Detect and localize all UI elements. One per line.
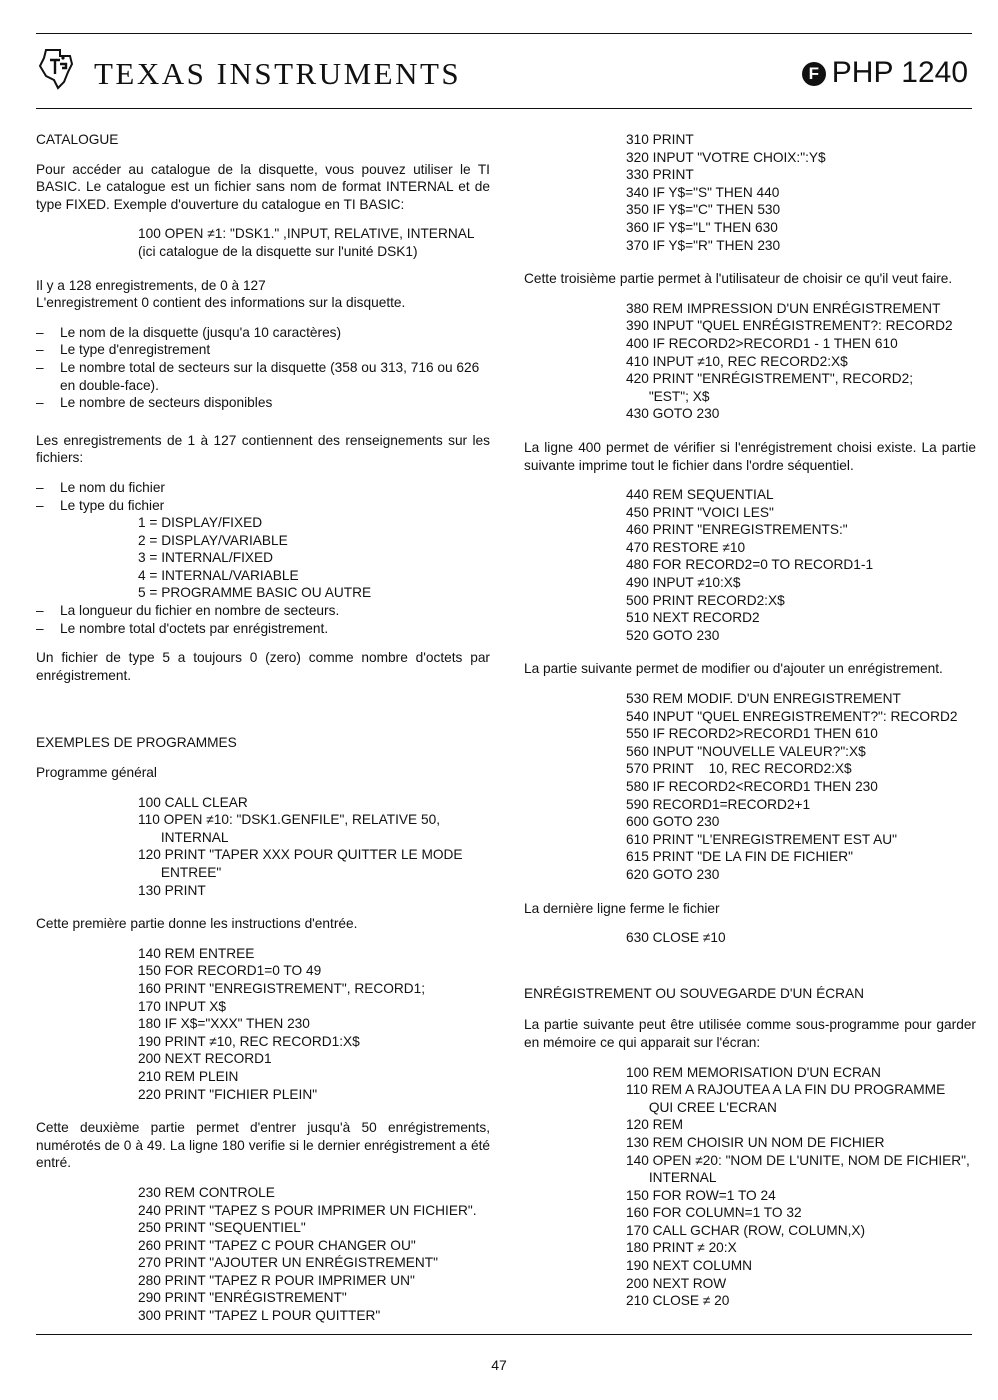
code-line: 460 PRINT "ENREGISTREMENTS:" [626,522,848,538]
code-line: 280 PRINT "TAPEZ R POUR IMPRIMER UN" [138,1272,415,1288]
code-line: 250 PRINT "SEQUENTIEL" [138,1220,306,1236]
file-info-list [36,479,490,637]
code-line: 100 OPEN ≠1: "DSK1." ,INPUT, RELATIVE, INTERNAL [138,226,475,242]
code-line: 320 INPUT "VOTRE CHOIX:":Y$ [626,149,826,165]
code-line: 290 PRINT "ENRÉGISTREMENT" [138,1290,347,1306]
code-line: 520 GOTO 230 [626,627,720,643]
file-type: 3 = INTERNAL/FIXED [138,550,274,566]
code-line: 530 REM MODIF. D'UN ENREGISTREMENT [626,691,901,707]
code-block-3 [36,1184,490,1325]
code-line: 180 PRINT ≠ 20:X [626,1240,737,1256]
code-line: 230 REM CONTROLE [138,1184,275,1200]
list-item: – Le type d'enregistrement [36,341,490,359]
code-line: 480 FOR RECORD2=0 TO RECORD1-1 [626,557,874,573]
code-line: 610 PRINT "L'ENREGISTREMENT EST AU" [626,831,897,847]
code-line: 620 GOTO 230 [626,866,720,882]
code-line: 360 IF Y$="L" THEN 630 [626,219,778,235]
code-line: ENTREE" [138,865,222,880]
code-line: 120 REM [626,1117,684,1133]
code-line: 200 NEXT ROW [626,1275,727,1291]
code-line: 160 FOR COLUMN=1 TO 32 [626,1205,802,1221]
code-line: 190 PRINT ≠10, REC RECORD1:X$ [138,1033,360,1049]
record0-list [36,324,490,412]
page-header [36,46,972,98]
right-column [524,131,976,1322]
code-line: 220 PRINT "FICHIER PLEIN" [138,1086,318,1102]
code-line: 370 IF Y$="R" THEN 230 [626,237,781,253]
code-line: 300 PRINT "TAPEZ L POUR QUITTER" [138,1308,381,1324]
code-block-1 [36,794,490,900]
code-line: 160 PRINT "ENREGISTREMENT", RECORD1; [138,980,426,996]
brand-name: TEXAS INSTRUMENTS [94,56,462,91]
file-type: 1 = DISPLAY/FIXED [138,515,263,531]
code-line: INTERNAL [626,1170,717,1186]
section-title-catalogue: CATALOGUE [36,132,119,147]
code-line: 440 REM SEQUENTIAL [626,487,774,503]
page-number: 47 [491,1357,507,1373]
code-line: 430 GOTO 230 [626,406,720,422]
code-line: 510 NEXT RECORD2 [626,610,760,626]
code-line: 170 INPUT X$ [138,998,226,1014]
code-line: 590 RECORD1=RECORD2+1 [626,796,811,812]
code-line: 110 REM A RAJOUTEA A LA FIN DU PROGRAMME [626,1082,946,1098]
code-line: 580 IF RECORD2<RECORD1 THEN 230 [626,779,878,794]
code-block-2 [36,945,490,1103]
file-type-list [36,514,490,602]
code-line: 470 RESTORE ≠10 [626,539,746,555]
footer-rule [36,1334,972,1335]
code-line: 140 OPEN ≠20: "NOM DE L'UNITE, NOM DE FICHIER", [626,1152,970,1168]
language-badge: F [802,62,826,86]
section-title-save-screen: ENRÉGISTREMENT OU SOUVEGARDE D'UN ÉCRAN [524,985,865,1001]
section-title-examples: EXEMPLES DE PROGRAMMES [36,735,237,751]
code-line: 410 INPUT ≠10, REC RECORD2:X$ [626,353,848,369]
code-block-4 [524,131,976,254]
code-block-9 [524,1064,976,1310]
code-line: 180 IF X$="XXX" THEN 230 [138,1016,310,1032]
code-line: 490 INPUT ≠10:X$ [626,575,741,591]
paragraph: Cette première partie donne les instructions d'entrée. [36,916,358,932]
code-line: 200 NEXT RECORD1 [138,1051,272,1067]
paragraph: Cette deuxième partie permet d'entrer jusqu'à 50 enrégistrements, numérotés de 0 à 49. La ligne 180 verifie si le dernier enrégistrement a été entré. [36,1120,490,1171]
paragraph: La partie suivante permet de modifier ou d'ajouter un enrégistrement. [524,661,943,677]
code-line: 350 IF Y$="C" THEN 530 [626,202,781,218]
code-line: 130 REM CHOISIR UN NOM DE FICHIER [626,1134,885,1150]
code-line: 560 INPUT "NOUVELLE VALEUR?":X$ [626,743,866,759]
code-line: 170 CALL GCHAR (ROW, COLUMN,X) [626,1222,866,1238]
code-line: 120 PRINT "TAPER XXX POUR QUITTER LE MODE [138,847,463,863]
code-line: 450 PRINT "VOICI LES" [626,504,774,520]
code-line: 140 REM ENTREE [138,945,255,961]
code-line: 100 REM MEMORISATION D'UN ECRAN [626,1064,881,1080]
code-block-8 [524,929,976,947]
ti-logo-icon [36,46,80,90]
top-rule [36,33,972,34]
code-line: 330 PRINT [626,167,694,183]
code-line: 270 PRINT "AJOUTER UN ENRÉGISTREMENT" [138,1255,438,1271]
code-line: 615 PRINT "DE LA FIN DE FICHIER" [626,849,853,865]
code-line: 260 PRINT "TAPEZ C POUR CHANGER OU" [138,1237,416,1253]
code-line: 150 FOR ROW=1 TO 24 [626,1187,776,1203]
list-item: – Le nom de la disquette (jusqu'a 10 caractères) [36,324,490,342]
code-line: 150 FOR RECORD1=0 TO 49 [138,963,322,979]
code-line: 540 INPUT "QUEL ENREGISTREMENT?": RECORD2 [626,708,958,724]
code-block-5 [524,300,976,423]
list-item: – Le nombre de secteurs disponibles [36,394,490,412]
code-line: 550 IF RECORD2>RECORD1 THEN 610 [626,726,878,742]
code-line: QUI CREE L'ECRAN [626,1099,777,1115]
type5-note: Un fichier de type 5 a toujours 0 (zero) comme nombre d'octets par enrégistrement. [36,650,490,683]
paragraph: La ligne 400 permet de vérifier si l'enrégistrement choisi existe. La partie suivante imprime tout le fichier dans l'ordre séquentiel. [524,439,976,473]
code-line: 400 IF RECORD2>RECORD1 - 1 THEN 610 [626,335,898,351]
code-line: 570 PRINT 10, REC RECORD2:X$ [626,761,852,777]
code-line: 600 GOTO 230 [626,814,720,830]
code-line: 390 INPUT "QUEL ENRÉGISTREMENT?: RECORD2 [626,318,953,334]
list-item: – Le nombre total de secteurs sur la disquette (358 ou 313, 716 ou 626 en double-face). [36,359,490,394]
paragraph: Cette troisième partie permet à l'utilisateur de choisir ce qu'il veut faire. [524,271,953,287]
file-type: 5 = PROGRAMME BASIC OU AUTRE [138,585,372,601]
code-line: 420 PRINT "ENRÉGISTREMENT", RECORD2; [626,371,914,387]
code-line: 240 PRINT "TAPEZ S POUR IMPRIMER UN FICHIER". [138,1202,477,1218]
code-line: "EST"; X$ [626,388,710,404]
code-line: 500 PRINT RECORD2:X$ [626,592,785,608]
list-item: – Le type du fichier [36,497,490,515]
code-line: 100 CALL CLEAR [138,794,248,810]
model-number [802,56,968,90]
code-line: 130 PRINT [138,882,206,898]
code-line: 210 CLOSE ≠ 20 [626,1293,730,1309]
general-program-title: Programme général [36,765,157,781]
code-line: 310 PRINT [626,132,694,147]
catalogue-code [36,225,490,260]
list-item: – Le nom du fichier [36,479,490,497]
model-label: PHP 1240 [831,56,968,89]
code-line: INTERNAL [138,829,229,845]
code-line: 190 NEXT COLUMN [626,1258,753,1274]
code-block-7 [524,690,976,884]
list-item: – Le nombre total d'octets par enrégistrement. [36,620,490,638]
file-type: 2 = DISPLAY/VARIABLE [138,532,288,548]
code-line: 380 REM IMPRESSION D'UN ENRÉGISTREMENT [626,300,941,316]
records-line: Il y a 128 enregistrements, de 0 à 127 [36,277,266,293]
code-line: 630 CLOSE ≠10 [626,930,726,946]
code-line: 210 REM PLEIN [138,1068,239,1084]
paragraph: La partie suivante peut être utilisée comme sous-programme pour garder en mémoire ce qui apparait sur l'écran: [524,1017,976,1050]
code-block-6 [524,486,976,644]
code-line: (ici catalogue de la disquette sur l'unité DSK1) [138,243,418,259]
header-rule [36,108,972,109]
code-line: 340 IF Y$="S" THEN 440 [626,184,780,200]
left-column [36,131,490,1337]
list-item: – La longueur du fichier en nombre de secteurs. [36,602,490,620]
records-line: L'enregistrement 0 contient des informations sur la disquette. [36,295,406,311]
catalogue-intro: Pour accéder au catalogue de la disquette, vous pouvez utiliser le TI BASIC. Le catalogue est un fichier sans nom de format INTERNAL et de type FIXED. Exemple d'ouverture du catalogue en TI BASIC: [36,161,490,212]
records-other: Les enregistrements de 1 à 127 contiennent des renseignements sur les fichiers: [36,432,490,466]
file-type: 4 = INTERNAL/VARIABLE [138,567,299,583]
code-line: 110 OPEN ≠10: "DSK1.GENFILE", RELATIVE 50, [138,812,440,828]
paragraph: La dernière ligne ferme le fichier [524,900,720,916]
